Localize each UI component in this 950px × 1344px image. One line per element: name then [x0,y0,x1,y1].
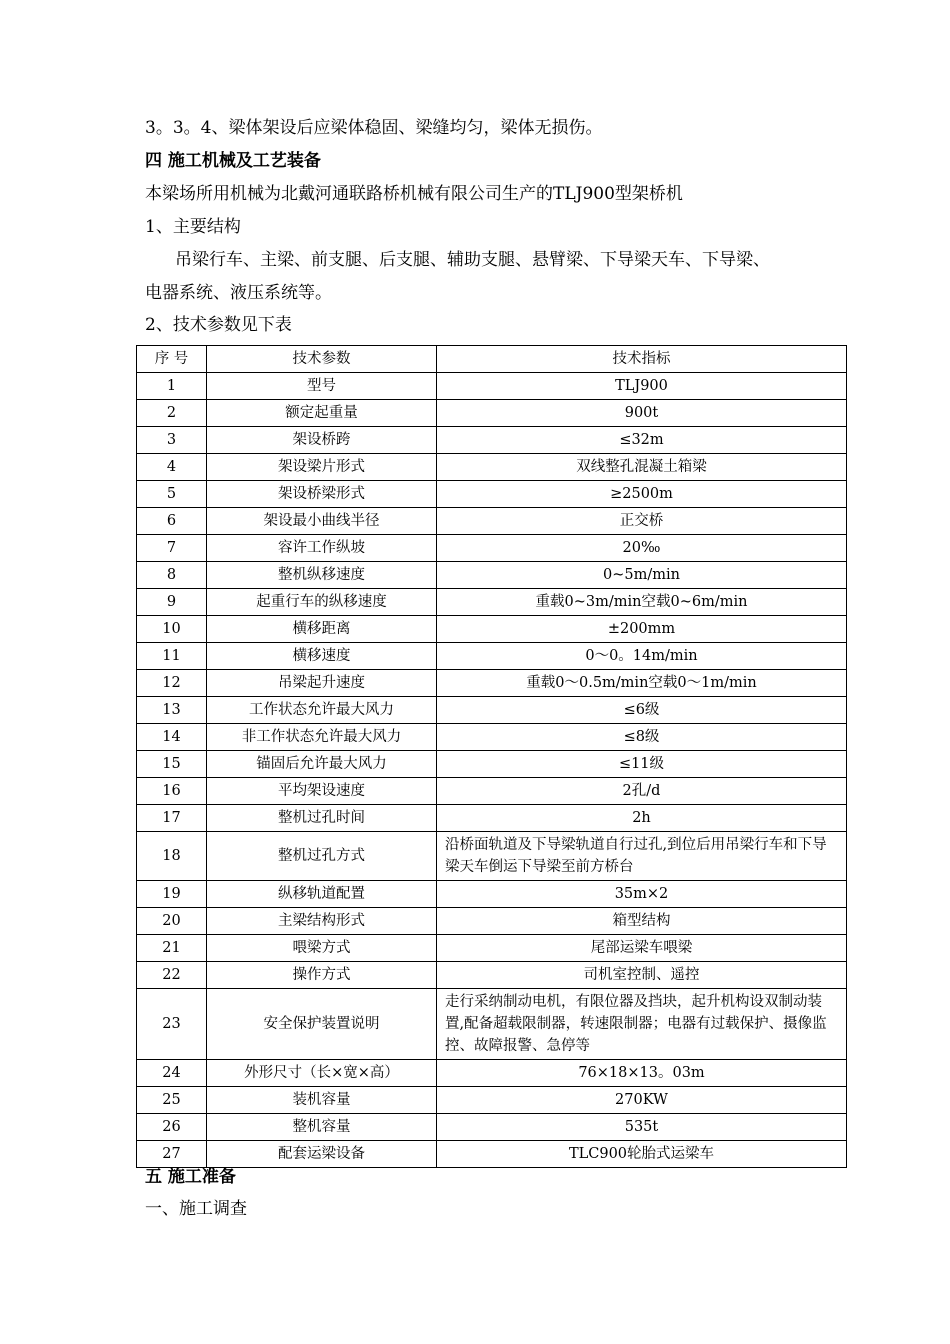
table-row [137,1114,847,1141]
row-specification: 2孔/d [437,778,847,805]
section-5-heading: 五 施工准备 [145,1167,236,1187]
row-specification: 箱型结构 [437,908,847,935]
row-index: 15 [137,751,207,778]
table-row [137,908,847,935]
row-index: 10 [137,616,207,643]
row-index: 20 [137,908,207,935]
table-row [137,481,847,508]
row-parameter: 装机容量 [207,1087,437,1114]
subheading-construction-survey: 一、施工调查 [145,1199,247,1219]
row-parameter: 整机容量 [207,1114,437,1141]
row-index: 18 [137,832,207,881]
section-4-heading: 四 施工机械及工艺装备 [145,151,321,171]
row-specification: 0～0。14m/min [437,643,847,670]
row-specification: 2h [437,805,847,832]
row-parameter: 整机过孔时间 [207,805,437,832]
row-specification: 重载0~3m/min空载0~6m/min [437,589,847,616]
row-parameter: 整机纵移速度 [207,562,437,589]
table-row [137,805,847,832]
structure-list-line-2: 电器系统、液压系统等。 [145,283,332,303]
table-row [137,724,847,751]
structure-list-line-1: 吊梁行车、主梁、前支腿、后支腿、辅助支腿、悬臂梁、下导梁天车、下导梁、 [175,250,770,270]
row-specification: 正交桥 [437,508,847,535]
row-parameter: 起重行车的纵移速度 [207,589,437,616]
row-specification: 走行采纳制动电机，有限位器及挡块，起升机构设双制动装置,配备超载限制器，转速限制器；电器有过载保护、摄像监控、故障报警、急停等 [437,989,847,1060]
table-row [137,697,847,724]
table-row [137,535,847,562]
table-row [137,832,847,881]
row-parameter: 安全保护装置说明 [207,989,437,1060]
row-specification: 沿桥面轨道及下导梁轨道自行过孔,到位后用吊梁行车和下导梁天车倒运下导梁至前方桥台 [437,832,847,881]
row-index: 23 [137,989,207,1060]
row-specification: 双线整孔混凝土箱梁 [437,454,847,481]
header-index: 序 号 [137,346,207,373]
header-specification: 技术指标 [437,346,847,373]
table-row [137,400,847,427]
row-specification: ≤32m [437,427,847,454]
row-specification: ≤6级 [437,697,847,724]
table-row [137,562,847,589]
table-header-row [137,346,847,373]
row-parameter: 额定起重量 [207,400,437,427]
tech-params-table [136,345,847,1168]
row-parameter: 整机过孔方式 [207,832,437,881]
table-row [137,1060,847,1087]
row-index: 1 [137,373,207,400]
row-parameter: 主梁结构形式 [207,908,437,935]
row-parameter: 工作状态允许最大风力 [207,697,437,724]
row-index: 12 [137,670,207,697]
table-row [137,1087,847,1114]
table-row [137,989,847,1060]
row-specification: 司机室控制、遥控 [437,962,847,989]
row-index: 8 [137,562,207,589]
table-row [137,616,847,643]
row-index: 14 [137,724,207,751]
row-specification: 尾部运梁车喂梁 [437,935,847,962]
row-specification: 重载0～0.5m/min空载0～1m/min [437,670,847,697]
row-index: 25 [137,1087,207,1114]
table-row [137,427,847,454]
row-parameter: 纵移轨道配置 [207,881,437,908]
row-index: 5 [137,481,207,508]
row-specification: ≤8级 [437,724,847,751]
row-parameter: 架设桥跨 [207,427,437,454]
row-parameter: 架设桥梁形式 [207,481,437,508]
subheading-tech-params: 2、技术参数见下表 [145,315,292,335]
row-index: 26 [137,1114,207,1141]
row-parameter: 配套运梁设备 [207,1141,437,1168]
row-index: 9 [137,589,207,616]
row-specification: 35m×2 [437,881,847,908]
row-specification: TLJ900 [437,373,847,400]
subheading-main-structure: 1、主要结构 [145,217,241,237]
row-parameter: 横移速度 [207,643,437,670]
row-parameter: 非工作状态允许最大风力 [207,724,437,751]
table-row [137,373,847,400]
row-specification: ≥2500m [437,481,847,508]
table-row [137,454,847,481]
row-specification: ≤11级 [437,751,847,778]
row-index: 24 [137,1060,207,1087]
row-parameter: 横移距离 [207,616,437,643]
table-row [137,589,847,616]
row-parameter: 操作方式 [207,962,437,989]
row-index: 2 [137,400,207,427]
row-parameter: 容许工作纵坡 [207,535,437,562]
table-row [137,935,847,962]
table-row [137,778,847,805]
row-specification: ±200mm [437,616,847,643]
row-index: 21 [137,935,207,962]
header-parameter: 技术参数 [207,346,437,373]
row-index: 3 [137,427,207,454]
row-parameter: 外形尺寸（长×宽×高） [207,1060,437,1087]
table-row [137,643,847,670]
row-specification: 535t [437,1114,847,1141]
row-specification: 0~5m/min [437,562,847,589]
row-index: 7 [137,535,207,562]
row-parameter: 架设最小曲线半径 [207,508,437,535]
row-specification: 900t [437,400,847,427]
machine-intro-sentence: 本梁场所用机械为北戴河通联路桥机械有限公司生产的TLJ900型架桥机 [145,184,683,204]
row-index: 16 [137,778,207,805]
row-index: 27 [137,1141,207,1168]
table-row [137,1141,847,1168]
row-index: 17 [137,805,207,832]
row-specification: 20‰ [437,535,847,562]
row-index: 22 [137,962,207,989]
row-parameter: 型号 [207,373,437,400]
paragraph-3-3-4: 3。3。4、梁体架设后应梁体稳固、梁缝均匀，梁体无损伤。 [145,118,603,138]
row-specification: 270KW [437,1087,847,1114]
table-row [137,670,847,697]
row-parameter: 锚固后允许最大风力 [207,751,437,778]
row-parameter: 平均架设速度 [207,778,437,805]
table-row [137,962,847,989]
row-index: 19 [137,881,207,908]
table-row [137,751,847,778]
table-row [137,881,847,908]
row-index: 11 [137,643,207,670]
table-row [137,508,847,535]
row-parameter: 架设梁片形式 [207,454,437,481]
row-index: 13 [137,697,207,724]
row-parameter: 喂梁方式 [207,935,437,962]
row-index: 6 [137,508,207,535]
row-specification: TLC900轮胎式运梁车 [437,1141,847,1168]
row-index: 4 [137,454,207,481]
row-specification: 76×18×13。03m [437,1060,847,1087]
row-parameter: 吊梁起升速度 [207,670,437,697]
